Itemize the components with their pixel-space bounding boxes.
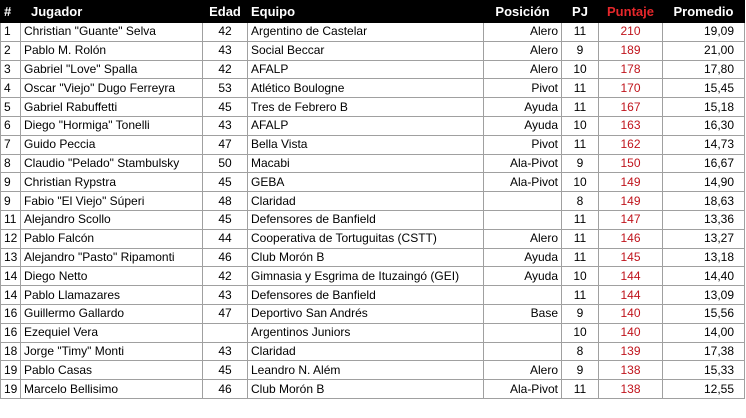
points-cell: 146	[599, 229, 663, 248]
position-cell: Alero	[484, 41, 562, 60]
table-row	[1, 323, 745, 342]
player-cell: Gabriel "Love" Spalla	[21, 60, 203, 79]
table-row	[1, 229, 745, 248]
header-player: Jugador	[21, 1, 203, 23]
points-cell: 162	[599, 135, 663, 154]
games-cell: 8	[562, 192, 599, 211]
player-cell: Pablo Casas	[21, 361, 203, 380]
age-cell: 45	[203, 210, 248, 229]
team-cell: AFALP	[248, 116, 484, 135]
team-cell: Claridad	[248, 342, 484, 361]
age-cell: 45	[203, 361, 248, 380]
rank-cell: 1	[1, 23, 21, 42]
age-cell: 43	[203, 342, 248, 361]
rank-cell: 16	[1, 323, 21, 342]
player-cell: Pablo Falcón	[21, 229, 203, 248]
team-cell: Bella Vista	[248, 135, 484, 154]
table-row	[1, 41, 745, 60]
points-cell: 138	[599, 380, 663, 399]
table-row	[1, 380, 745, 399]
table-row	[1, 23, 745, 42]
points-cell: 144	[599, 267, 663, 286]
age-cell: 53	[203, 79, 248, 98]
age-cell: 44	[203, 229, 248, 248]
age-cell: 42	[203, 60, 248, 79]
position-cell	[484, 286, 562, 305]
team-cell: Defensores de Banfield	[248, 210, 484, 229]
rank-cell: 3	[1, 60, 21, 79]
points-cell: 170	[599, 79, 663, 98]
player-cell: Alejandro Scollo	[21, 210, 203, 229]
rank-cell: 6	[1, 116, 21, 135]
games-cell: 11	[562, 229, 599, 248]
player-cell: Diego Netto	[21, 267, 203, 286]
table-row	[1, 79, 745, 98]
age-cell: 43	[203, 116, 248, 135]
player-cell: Christian Rypstra	[21, 173, 203, 192]
points-cell: 140	[599, 323, 663, 342]
position-cell: Ayuda	[484, 98, 562, 117]
age-cell: 43	[203, 286, 248, 305]
points-cell: 189	[599, 41, 663, 60]
age-cell: 45	[203, 173, 248, 192]
team-cell: GEBA	[248, 173, 484, 192]
points-cell: 210	[599, 23, 663, 42]
games-cell: 9	[562, 41, 599, 60]
average-cell: 15,56	[663, 304, 745, 323]
points-cell: 178	[599, 60, 663, 79]
position-cell: Ala-Pivot	[484, 380, 562, 399]
team-cell: Club Morón B	[248, 380, 484, 399]
player-cell: Jorge "Timy" Monti	[21, 342, 203, 361]
table-row	[1, 267, 745, 286]
points-cell: 138	[599, 361, 663, 380]
table-row	[1, 98, 745, 117]
games-cell: 11	[562, 210, 599, 229]
table-row	[1, 361, 745, 380]
table-row	[1, 60, 745, 79]
table-row	[1, 173, 745, 192]
average-cell: 17,80	[663, 60, 745, 79]
table-body	[1, 23, 745, 399]
table-row	[1, 116, 745, 135]
table-row	[1, 135, 745, 154]
games-cell: 11	[562, 98, 599, 117]
age-cell: 47	[203, 304, 248, 323]
games-cell: 10	[562, 323, 599, 342]
team-cell: Macabi	[248, 154, 484, 173]
points-cell: 147	[599, 210, 663, 229]
points-cell: 149	[599, 173, 663, 192]
header-rank: #	[1, 1, 21, 23]
age-cell: 46	[203, 380, 248, 399]
position-cell: Ayuda	[484, 267, 562, 286]
player-cell: Ezequiel Vera	[21, 323, 203, 342]
position-cell: Alero	[484, 23, 562, 42]
points-cell: 139	[599, 342, 663, 361]
games-cell: 9	[562, 154, 599, 173]
rank-cell: 16	[1, 304, 21, 323]
games-cell: 11	[562, 23, 599, 42]
rank-cell: 14	[1, 267, 21, 286]
position-cell: Alero	[484, 229, 562, 248]
team-cell: Atlético Boulogne	[248, 79, 484, 98]
rank-cell: 12	[1, 229, 21, 248]
points-cell: 149	[599, 192, 663, 211]
position-cell: Pivot	[484, 135, 562, 154]
rank-cell: 19	[1, 361, 21, 380]
average-cell: 19,09	[663, 23, 745, 42]
average-cell: 14,90	[663, 173, 745, 192]
rank-cell: 9	[1, 173, 21, 192]
team-cell: Deportivo San Andrés	[248, 304, 484, 323]
position-cell	[484, 210, 562, 229]
average-cell: 13,18	[663, 248, 745, 267]
position-cell: Pivot	[484, 79, 562, 98]
average-cell: 15,18	[663, 98, 745, 117]
player-cell: Christian "Guante" Selva	[21, 23, 203, 42]
games-cell: 10	[562, 267, 599, 286]
average-cell: 17,38	[663, 342, 745, 361]
rank-cell: 7	[1, 135, 21, 154]
points-cell: 144	[599, 286, 663, 305]
table-row	[1, 154, 745, 173]
header-team: Equipo	[248, 1, 484, 23]
rank-cell: 8	[1, 154, 21, 173]
games-cell: 10	[562, 60, 599, 79]
player-cell: Alejandro "Pasto" Ripamonti	[21, 248, 203, 267]
rank-cell: 14	[1, 286, 21, 305]
games-cell: 8	[562, 342, 599, 361]
header-average: Promedio	[663, 1, 745, 23]
rank-cell: 11	[1, 210, 21, 229]
average-cell: 16,67	[663, 154, 745, 173]
position-cell	[484, 323, 562, 342]
points-cell: 140	[599, 304, 663, 323]
position-cell	[484, 192, 562, 211]
position-cell: Ala-Pivot	[484, 154, 562, 173]
header-points: Puntaje	[599, 1, 663, 23]
team-cell: Social Beccar	[248, 41, 484, 60]
position-cell: Ala-Pivot	[484, 173, 562, 192]
rank-cell: 5	[1, 98, 21, 117]
position-cell: Ayuda	[484, 116, 562, 135]
average-cell: 14,40	[663, 267, 745, 286]
age-cell: 50	[203, 154, 248, 173]
header-age: Edad	[203, 1, 248, 23]
header-row	[1, 1, 745, 23]
team-cell: Leandro N. Além	[248, 361, 484, 380]
average-cell: 13,27	[663, 229, 745, 248]
average-cell: 16,30	[663, 116, 745, 135]
games-cell: 10	[562, 173, 599, 192]
player-cell: Diego "Hormiga" Tonelli	[21, 116, 203, 135]
age-cell: 47	[203, 135, 248, 154]
games-cell: 10	[562, 116, 599, 135]
games-cell: 9	[562, 304, 599, 323]
rank-cell: 9	[1, 192, 21, 211]
games-cell: 11	[562, 79, 599, 98]
team-cell: Claridad	[248, 192, 484, 211]
position-cell	[484, 342, 562, 361]
games-cell: 9	[562, 361, 599, 380]
average-cell: 18,63	[663, 192, 745, 211]
table-row	[1, 304, 745, 323]
average-cell: 12,55	[663, 380, 745, 399]
age-cell	[203, 323, 248, 342]
position-cell: Alero	[484, 60, 562, 79]
age-cell: 46	[203, 248, 248, 267]
points-cell: 150	[599, 154, 663, 173]
games-cell: 11	[562, 248, 599, 267]
header-position: Posición	[484, 1, 562, 23]
average-cell: 15,45	[663, 79, 745, 98]
rank-cell: 18	[1, 342, 21, 361]
team-cell: Cooperativa de Tortuguitas (CSTT)	[248, 229, 484, 248]
average-cell: 14,00	[663, 323, 745, 342]
games-cell: 11	[562, 135, 599, 154]
age-cell: 45	[203, 98, 248, 117]
average-cell: 13,36	[663, 210, 745, 229]
table-row	[1, 192, 745, 211]
team-cell: Defensores de Banfield	[248, 286, 484, 305]
age-cell: 42	[203, 267, 248, 286]
player-cell: Gabriel Rabuffetti	[21, 98, 203, 117]
player-cell: Fabio "El Viejo" Súperi	[21, 192, 203, 211]
average-cell: 14,73	[663, 135, 745, 154]
team-cell: Argentinos Juniors	[248, 323, 484, 342]
points-cell: 167	[599, 98, 663, 117]
rank-cell: 4	[1, 79, 21, 98]
games-cell: 11	[562, 286, 599, 305]
player-cell: Pablo M. Rolón	[21, 41, 203, 60]
player-cell: Guido Peccia	[21, 135, 203, 154]
age-cell: 43	[203, 41, 248, 60]
table-row	[1, 286, 745, 305]
rank-cell: 2	[1, 41, 21, 60]
games-cell: 11	[562, 380, 599, 399]
average-cell: 13,09	[663, 286, 745, 305]
team-cell: Gimnasia y Esgrima de Ituzaingó (GEI)	[248, 267, 484, 286]
player-cell: Pablo Llamazares	[21, 286, 203, 305]
position-cell: Alero	[484, 361, 562, 380]
player-cell: Claudio "Pelado" Stambulsky	[21, 154, 203, 173]
table-row	[1, 342, 745, 361]
team-cell: Argentino de Castelar	[248, 23, 484, 42]
team-cell: Club Morón B	[248, 248, 484, 267]
header-games: PJ	[562, 1, 599, 23]
player-cell: Guillermo Gallardo	[21, 304, 203, 323]
points-cell: 145	[599, 248, 663, 267]
player-cell: Oscar "Viejo" Dugo Ferreyra	[21, 79, 203, 98]
rank-cell: 13	[1, 248, 21, 267]
rank-cell: 19	[1, 380, 21, 399]
points-cell: 163	[599, 116, 663, 135]
position-cell: Ayuda	[484, 248, 562, 267]
table-row	[1, 248, 745, 267]
team-cell: AFALP	[248, 60, 484, 79]
age-cell: 48	[203, 192, 248, 211]
average-cell: 21,00	[663, 41, 745, 60]
average-cell: 15,33	[663, 361, 745, 380]
player-cell: Marcelo Bellisimo	[21, 380, 203, 399]
age-cell: 42	[203, 23, 248, 42]
table-row	[1, 210, 745, 229]
team-cell: Tres de Febrero B	[248, 98, 484, 117]
position-cell: Base	[484, 304, 562, 323]
